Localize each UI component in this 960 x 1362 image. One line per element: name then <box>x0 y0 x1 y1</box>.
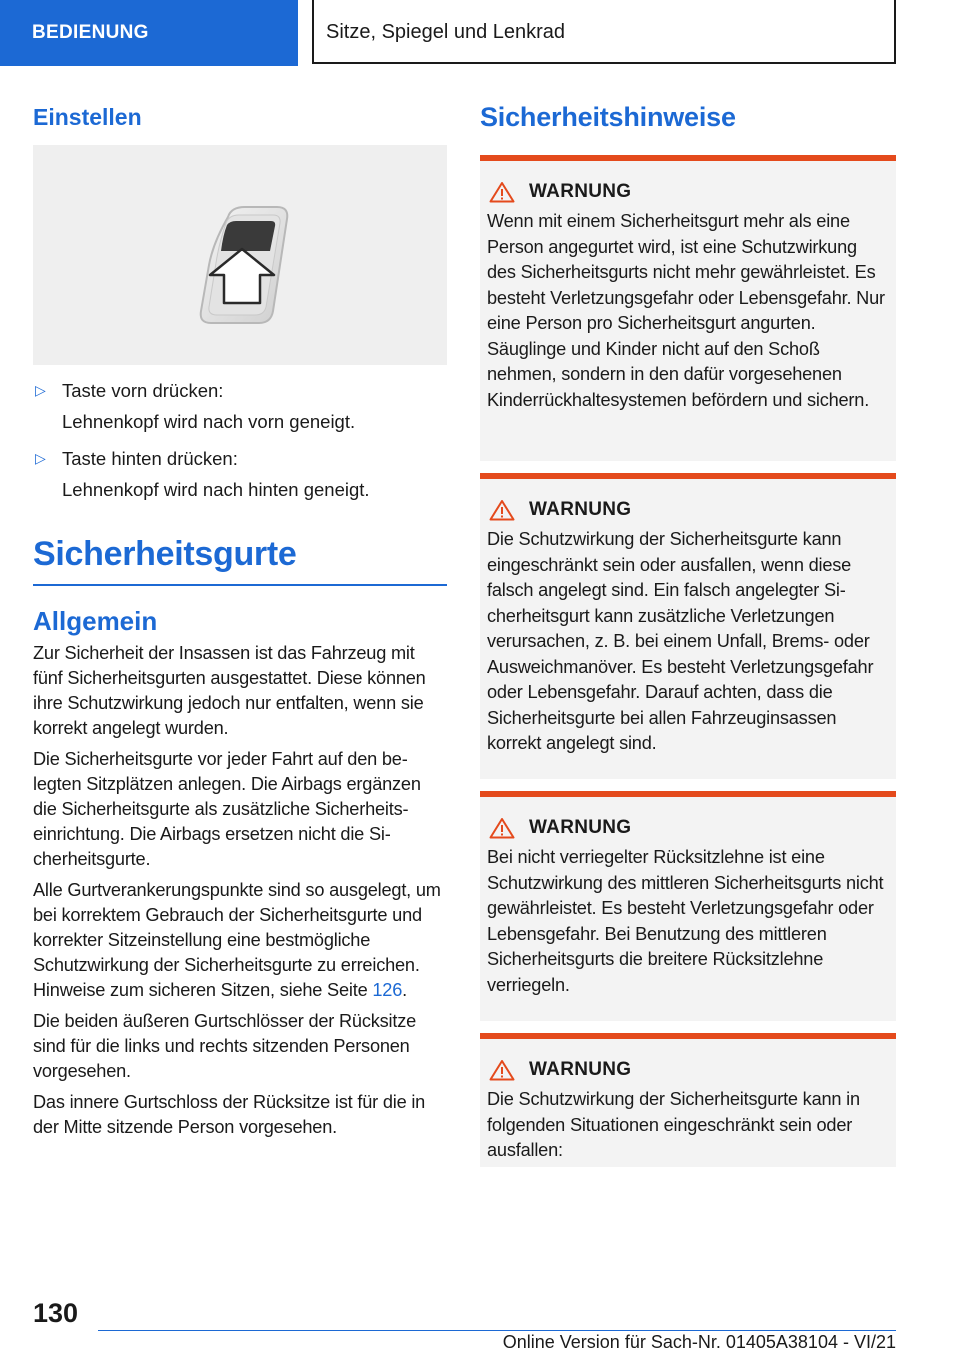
warning-label: WARNUNG <box>529 499 632 520</box>
triangle-bullet-icon: ▷ <box>35 450 46 466</box>
paragraph: Zur Sicherheit der Insassen ist das Fahrzeug mit fünf Sicherheitsgurten ausgestattet. Diese können ihre Schutzwirkung jedoch nur entfalten, wenn sie korrekt angelegt wurden. <box>33 643 426 738</box>
heading-allgemein: Allgemein <box>33 606 158 636</box>
paragraph: Die Sicherheitsgurte vor jeder Fahrt auf den belegten Sitzplätzen anlegen. Die Airbags ergänzen die Sicherheitsgurte als zusätzliche Sicherheitseinrichtung. Die Airbags ersetzen nicht die Sicherheitsgurte. <box>33 749 421 869</box>
page-header <box>0 0 960 68</box>
warning-header <box>489 181 888 203</box>
paragraph-end: . <box>402 980 407 1000</box>
warning-header <box>489 1059 888 1081</box>
warning-label: WARNUNG <box>529 181 632 202</box>
warning-header <box>489 499 888 521</box>
warning-box <box>480 473 896 779</box>
warning-box <box>480 791 896 1021</box>
page-number: 130 <box>33 1298 79 1328</box>
instruction-list <box>33 375 447 505</box>
warning-label: WARNUNG <box>529 817 632 838</box>
paragraph-text: Alle Gurtverankerungspunkte sind so ausgelegt, um bei korrektem Gebrauch der Sicherheitsgurte und korrekter Sitzeinstellung eine bestmögliche Schutzwirkung der Sicherheitsgurte zu erreichen. Hinweise zum sicheren Sitzen, siehe Seite <box>33 880 441 1000</box>
footer-online-version: Online Version für Sach-Nr. 01405A38104 - VI/21 <box>502 1332 896 1352</box>
warning-text: Bei nicht verriegelter Rücksitzlehne ist eine Schutzwirkung des mittleren Sicherheitsgurts nicht gewährleistet. Es besteht Verletzungsgefahr oder Lebensgefahr. Bei Benutzung des mittleren Sicherheitsgurts die breitere Rücksitzlehne verriegeln. <box>487 847 884 995</box>
headrest-button-arrow-icon <box>33 145 447 365</box>
warning-triangle-icon <box>489 499 515 521</box>
paragraph: Das innere Gurtschloss der Rücksitze ist für die in der Mitte sitzende Person vorgesehen. <box>33 1092 426 1137</box>
warning-triangle-icon <box>489 817 515 839</box>
triangle-bullet-icon: ▷ <box>35 382 46 398</box>
warning-text: Die Schutzwirkung der Sicherheitsgurte kann in folgenden Situationen eingeschränkt sein oder ausfallen: <box>487 1089 860 1160</box>
heading-sicherheitshinweise: Sicherheitshinweise <box>480 102 736 132</box>
footer-divider <box>98 1330 896 1331</box>
warning-text: Die Schutzwirkung der Sicherheitsgurte kann eingeschränkt sein oder ausfallen, wenn diese falsch angelegt sind. Ein falsch angelegter Sicherheitsgurt kann zusätzliche Verletzungen verursachen, z. B. bei einem Unfall, Brems- oder Ausweichmanöver. Es besteht Verletzungsgefahr oder Lebensgefahr. Darauf achten, dass die Sicherheitsgurte bei allen Fahrzeuginsassen korrekt angelegt sind. <box>487 529 874 753</box>
list-item-text: Lehnenkopf wird nach hinten geneigt. <box>62 479 370 500</box>
warning-label: WARNUNG <box>529 1059 632 1080</box>
chapter-title[interactable]: Sitze, Spiegel und Lenkrad <box>312 0 896 64</box>
headrest-figure <box>33 145 447 365</box>
paragraph: Die beiden äußeren Gurtschlösser der Rücksitze sind für die links und rechts sitzenden Personen vorgesehen. <box>33 1011 417 1081</box>
page-link[interactable]: 126 <box>372 980 403 1000</box>
warning-box <box>480 1033 896 1167</box>
subheading-einstellen: Einstellen <box>33 104 142 130</box>
warning-text: Wenn mit einem Sicherheitsgurt mehr als eine Person angegurtet wird, ist eine Schutzwirkung des Sicherheitsgurts nicht mehr gewährleistet. Es besteht Verletzungsgefahr oder Lebensgefahr. Nur eine Person pro Sicherheitsgurt angurten. Säuglinge und Kinder nicht auf den Schoß nehmen, sondern in den dafür vorgesehenen Kinderrückhaltesystemen befördern und sichern. <box>487 211 885 410</box>
left-column <box>33 100 447 1146</box>
list-item-text: Lehnenkopf wird nach vorn geneigt. <box>62 411 356 432</box>
warning-triangle-icon <box>489 181 515 203</box>
warning-header <box>489 817 888 839</box>
list-item-title: Taste hinten drücken: <box>62 448 238 469</box>
list-item-title: Taste vorn drücken: <box>62 380 224 401</box>
warning-box <box>480 155 896 461</box>
paragraph-with-link <box>33 878 447 1003</box>
warning-triangle-icon <box>489 1059 515 1081</box>
list-item <box>33 375 447 437</box>
section-tab[interactable]: BEDIENUNG <box>0 0 298 66</box>
heading-sicherheitsgurte: Sicherheitsgurte <box>33 535 447 586</box>
right-column <box>480 100 896 1179</box>
list-item <box>33 443 447 505</box>
